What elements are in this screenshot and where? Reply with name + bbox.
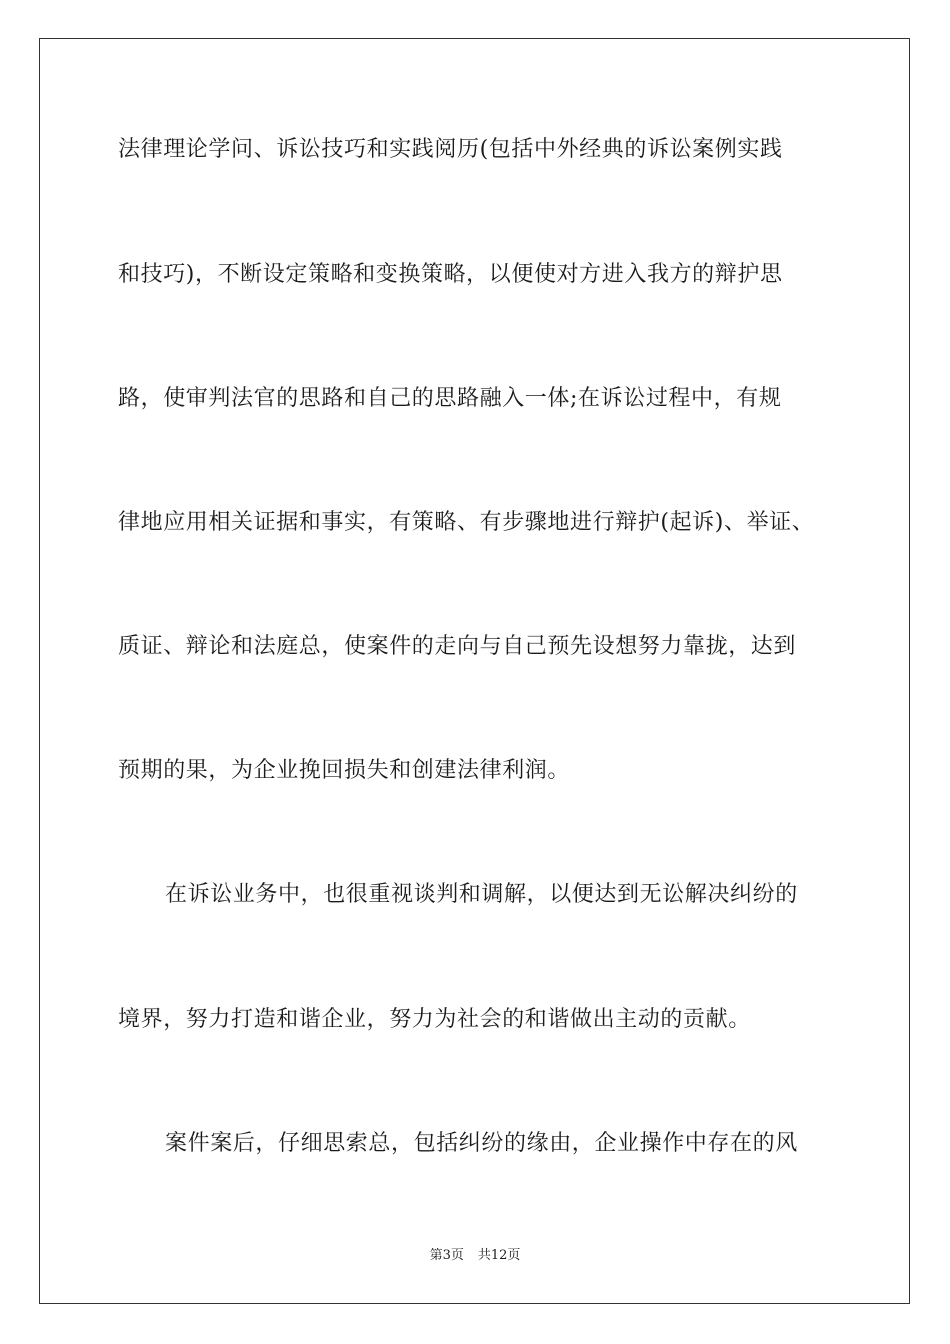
text-line: 质证、辩论和法庭总，使案件的走向与自己预先设想努力靠拢，达到 [118,634,797,659]
text-line: 律地应用相关证据和事实，有策略、有步骤地进行辩护(起诉)、举证、 [118,510,815,535]
text-line: 预期的果，为企业挽回损失和创建法律利润。 [118,758,571,783]
paragraph-first-line: 在诉讼业务中，也很重视谈判和调解，以便达到无讼解决纠纷的 [165,882,798,907]
page-number: 第3页 [429,1248,464,1263]
page-frame [39,38,910,1304]
text-line: 法律理论学问、诉讼技巧和实践阅历(包括中外经典的诉讼案例实践 [118,137,783,162]
page-total: 共12页 [477,1248,521,1263]
page-footer [0,1247,950,1265]
text-line: 境界，努力打造和谐企业，努力为社会的和谐做出主动的贡献。 [118,1007,751,1032]
text-line: 路，使审判法官的思路和自己的思路融入一体;在诉讼过程中，有规 [118,386,782,411]
text-line: 和技巧)，不断设定策略和变换策略，以便使对方进入我方的辩护思 [118,262,783,287]
paragraph-first-line: 案件案后，仔细思索总，包括纠纷的缘由，企业操作中存在的风 [165,1131,798,1156]
